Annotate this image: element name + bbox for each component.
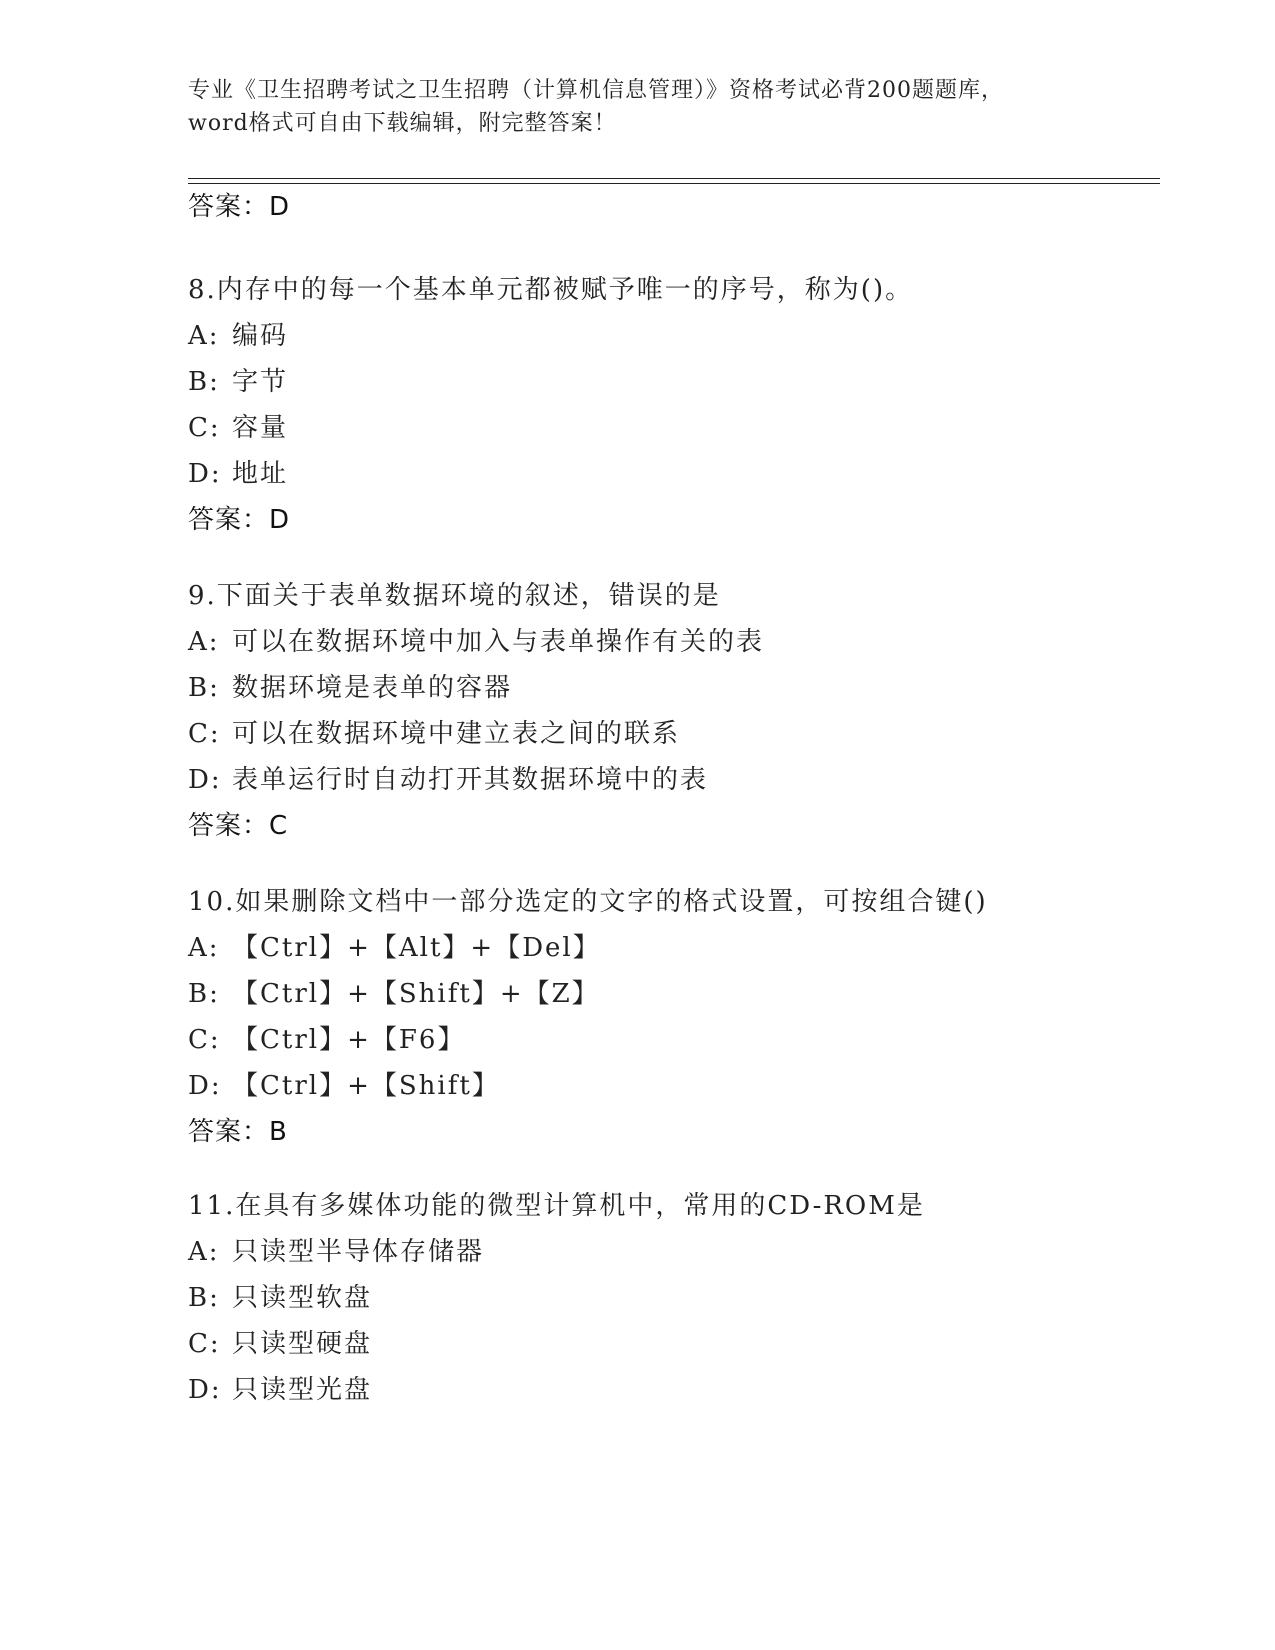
option-text: 可以在数据环境中建立表之间的联系 xyxy=(232,719,681,749)
option-d xyxy=(188,757,1188,803)
option-c xyxy=(188,1321,1188,1367)
option-label: D: xyxy=(188,765,222,795)
option-text: 可以在数据环境中加入与表单操作有关的表 xyxy=(232,627,765,657)
option-label: A: xyxy=(188,1237,220,1267)
option-text: 表单运行时自动打开其数据环境中的表 xyxy=(232,765,709,795)
option-d xyxy=(188,1367,1188,1413)
option-b xyxy=(188,359,1188,405)
question-8 xyxy=(188,267,1188,543)
option-d xyxy=(188,1063,1188,1109)
option-label: A: xyxy=(188,933,220,963)
option-a xyxy=(188,313,1188,359)
option-label: D: xyxy=(188,1375,222,1405)
option-c xyxy=(188,711,1188,757)
option-text: 【Ctrl】+【F6】 xyxy=(232,1025,466,1055)
header-line-1: 专业《卫生招聘考试之卫生招聘（计算机信息管理）》资格考试必背200题题库， xyxy=(188,78,1004,103)
option-text: 地址 xyxy=(232,459,289,489)
option-label: B: xyxy=(188,367,220,397)
option-label: C: xyxy=(188,719,221,749)
option-label: D: xyxy=(188,1071,222,1101)
header-line-2: word格式可自由下载编辑，附完整答案！ xyxy=(188,111,617,136)
question-stem: 11.在具有多媒体功能的微型计算机中，常用的CD-ROM是 xyxy=(188,1191,925,1221)
option-label: C: xyxy=(188,1329,221,1359)
option-label: B: xyxy=(188,673,220,703)
option-c xyxy=(188,405,1188,451)
option-text: 只读型光盘 xyxy=(232,1375,373,1405)
option-c xyxy=(188,1017,1188,1063)
question-10 xyxy=(188,879,1188,1155)
option-a xyxy=(188,619,1188,665)
option-d xyxy=(188,451,1188,497)
option-label: D: xyxy=(188,459,222,489)
header-divider-bottom xyxy=(188,183,1160,184)
question-stem: 9.下面关于表单数据环境的叙述，错误的是 xyxy=(188,581,721,611)
option-text: 只读型软盘 xyxy=(232,1283,373,1313)
question-answer: 答案：B xyxy=(188,1117,288,1147)
option-a xyxy=(188,1229,1188,1275)
option-text: 字节 xyxy=(232,367,289,397)
option-text: 【Ctrl】+【Alt】+【Del】 xyxy=(232,933,601,963)
option-label: A: xyxy=(188,627,220,657)
question-9 xyxy=(188,573,1188,849)
option-b xyxy=(188,971,1188,1017)
option-text: 只读型半导体存储器 xyxy=(232,1237,485,1267)
previous-answer: 答案：D xyxy=(188,192,291,222)
question-stem: 10.如果删除文档中一部分选定的文字的格式设置，可按组合键() xyxy=(188,887,988,917)
option-b xyxy=(188,665,1188,711)
option-text: 容量 xyxy=(232,413,289,443)
option-label: B: xyxy=(188,979,220,1009)
option-text: 只读型硬盘 xyxy=(232,1329,373,1359)
option-label: B: xyxy=(188,1283,220,1313)
question-11 xyxy=(188,1183,1188,1413)
question-answer: 答案：D xyxy=(188,505,291,535)
header-divider-top xyxy=(188,178,1160,179)
option-text: 【Ctrl】+【Shift】+【Z】 xyxy=(232,979,600,1009)
option-a xyxy=(188,925,1188,971)
option-text: 数据环境是表单的容器 xyxy=(232,673,513,703)
option-text: 编码 xyxy=(232,321,289,351)
option-text: 【Ctrl】+【Shift】 xyxy=(232,1071,500,1101)
option-label: C: xyxy=(188,1025,221,1055)
question-answer: 答案：C xyxy=(188,811,289,841)
option-b xyxy=(188,1275,1188,1321)
question-stem: 8.内存中的每一个基本单元都被赋予唯一的序号，称为()。 xyxy=(188,275,914,305)
document-header xyxy=(188,74,1088,140)
option-label: C: xyxy=(188,413,221,443)
option-label: A: xyxy=(188,321,220,351)
